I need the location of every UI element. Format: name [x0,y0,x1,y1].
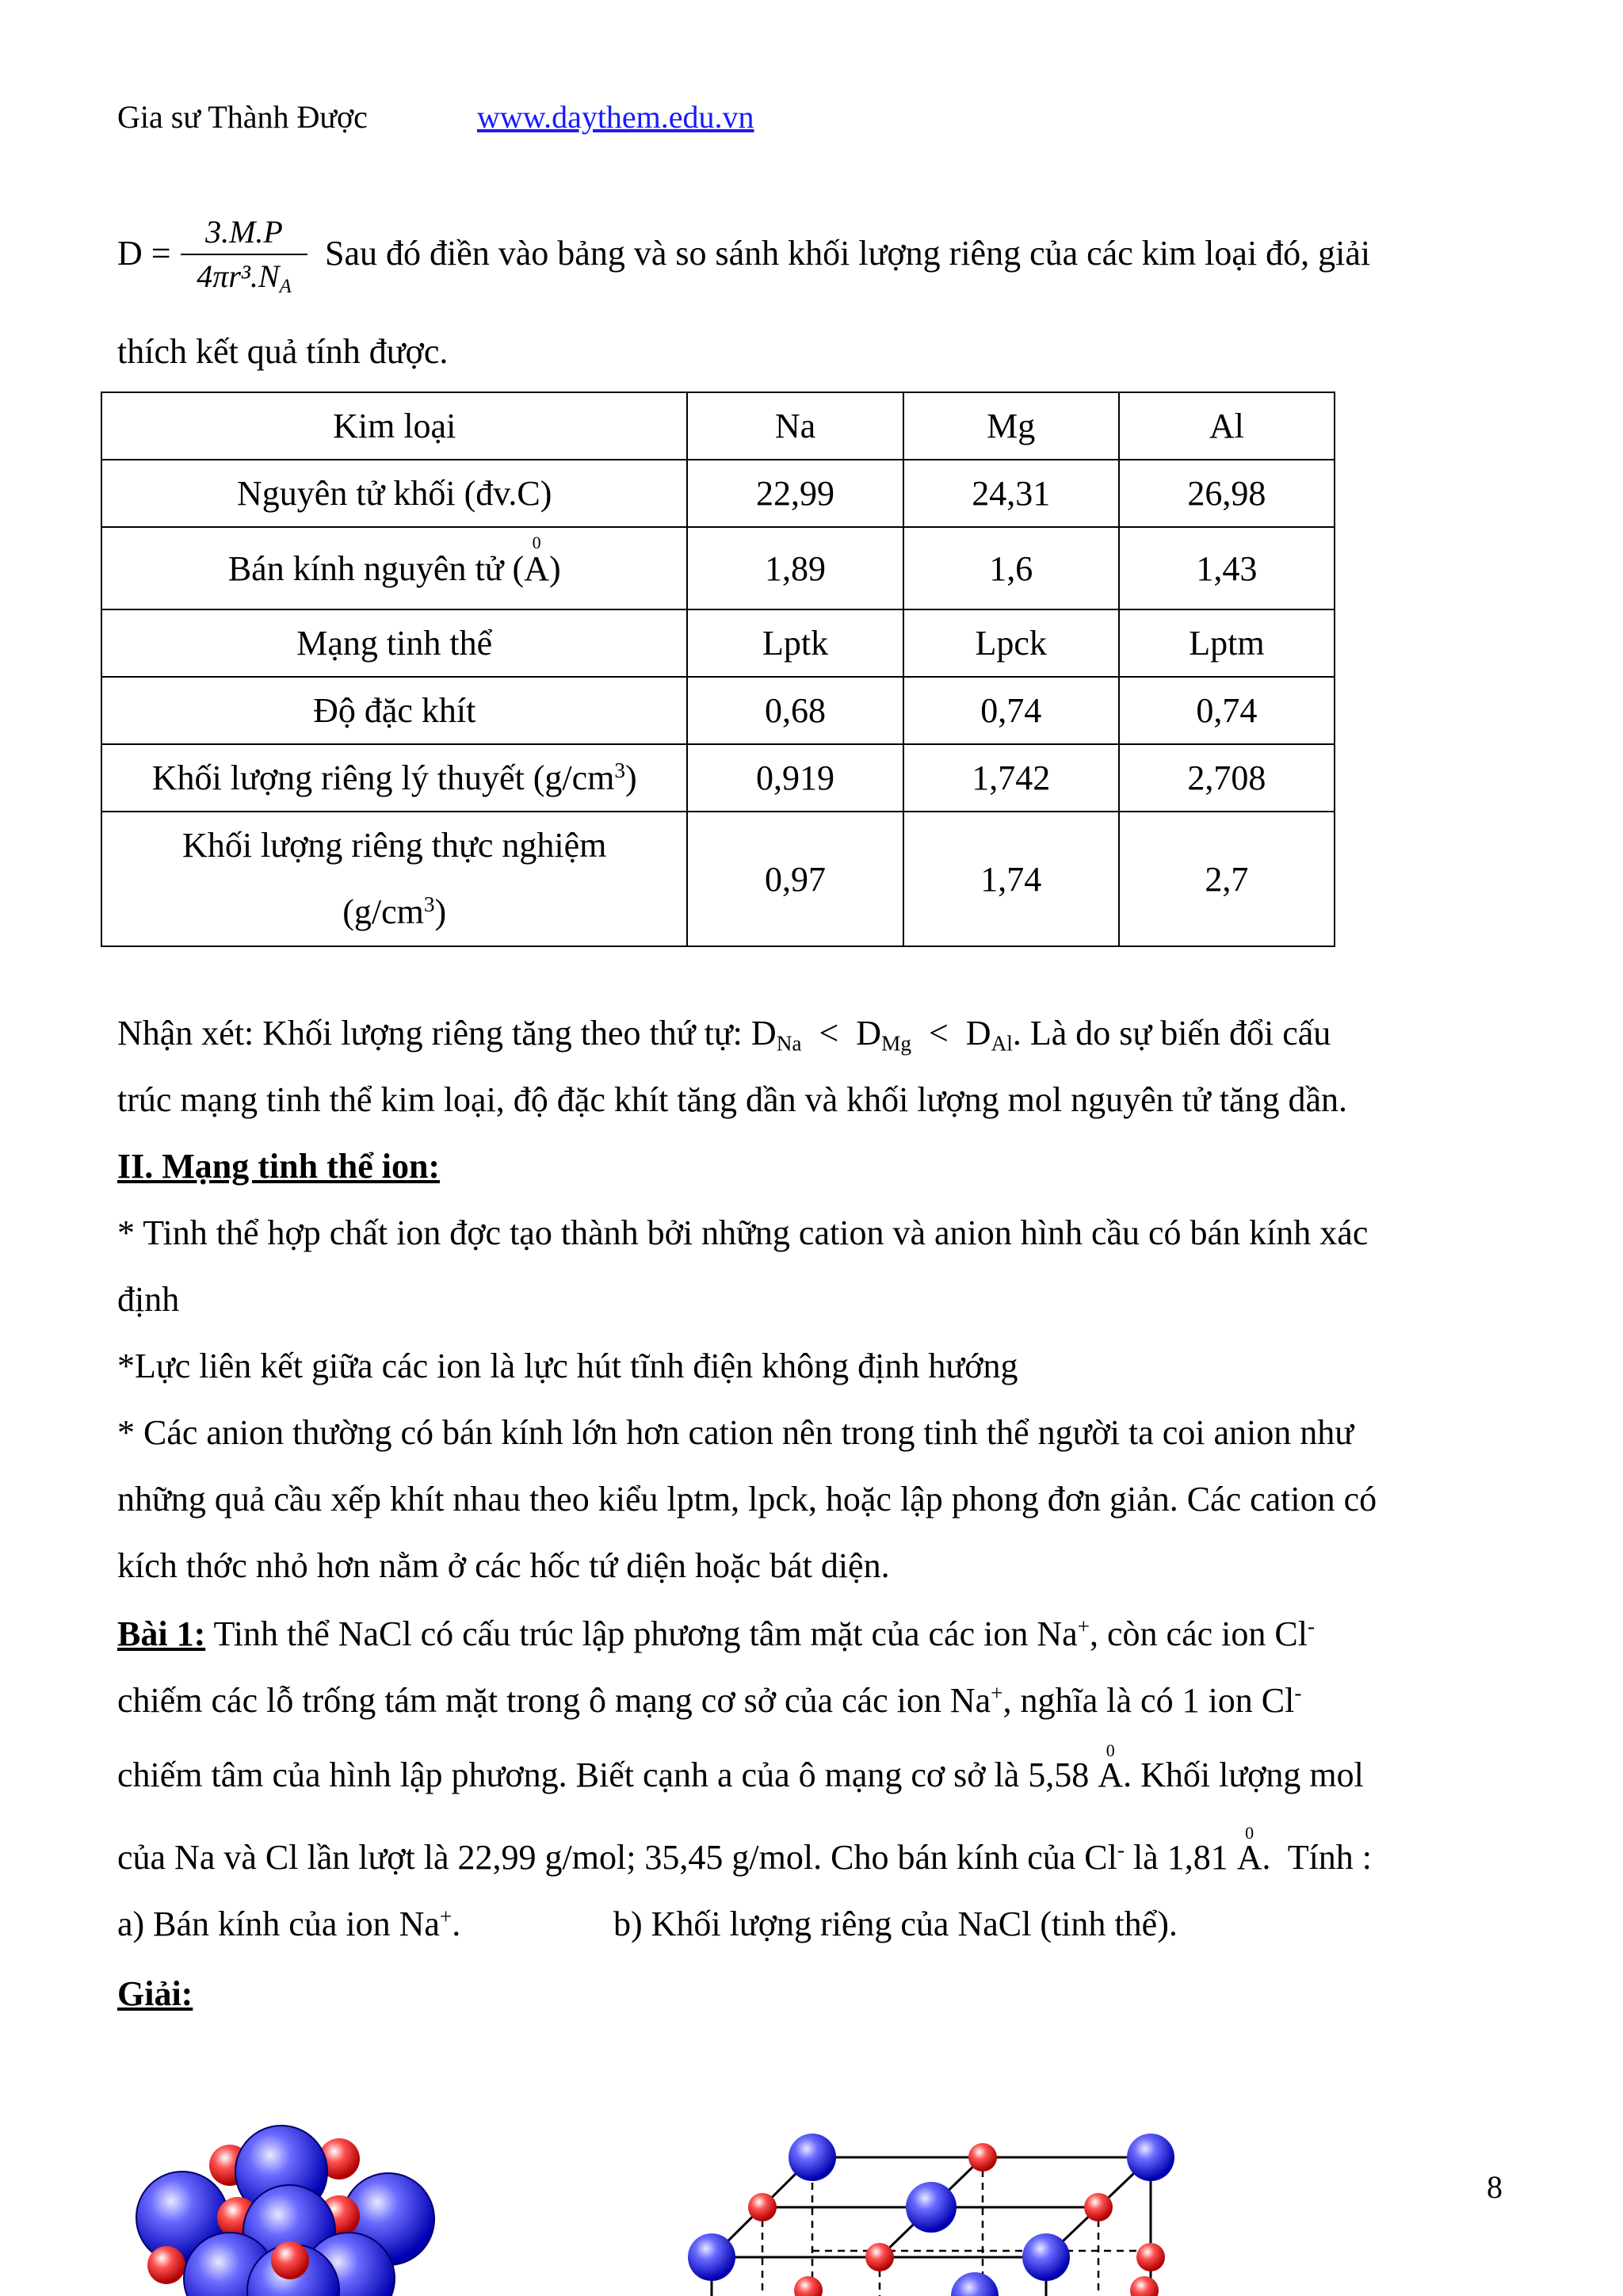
row-label: Khối lượng riêng thực nghiệm $(g/cm^3)$ [101,812,687,946]
exercise-line3: chiếm tâm của hình lập phương. Biết cạnh a của ô mạng cơ sở là 5,58 0 A. Khối lượng mol [117,1740,1364,1794]
cation-sphere [1136,2243,1165,2271]
formula-numerator: 3.M.P [205,214,283,250]
formula-lhs: D = [117,234,171,273]
table-cell: Lptk [687,609,903,677]
table-row [101,527,1335,609]
cation-sphere [748,2193,777,2222]
exercise-line4: của Na và Cl lần lượt là 22,99 g/mol; 35,45 g/mol. Cho bán kính của Cl- là 1,81 0 A. Tính : [117,1823,1373,1877]
anion-sphere [906,2182,957,2233]
row-label: Bán kính nguyên tử ( 0 A) [101,527,687,609]
exercise-line2: chiếm các lỗ trống tám mặt trong ô mạng cơ sở của các ion Na+, nghĩa là có 1 ion Cl- [117,1681,1302,1720]
table-row [101,609,1335,677]
table-cell: 1,74 [903,812,1119,946]
table-row [101,460,1335,527]
table-cell: 1,742 [903,744,1119,812]
row-label: Nguyên tử khối (đv.C) [101,460,687,527]
cation-sphere [1130,2276,1159,2296]
table-cell: 22,99 [687,460,903,527]
cation-sphere [865,2243,894,2271]
table-cell: 1,6 [903,527,1119,609]
anion-sphere [688,2233,735,2281]
table-cell: 1,89 [687,527,903,609]
header-author: Gia sư Thành Được [117,99,368,135]
table-header-cell: Al [1119,392,1335,460]
table-header-row [101,392,1335,460]
cation-sphere [968,2143,997,2172]
table-cell: 0,68 [687,677,903,744]
row-label: Mạng tinh thể [101,609,687,677]
solution-heading: Giải: [117,1974,193,2013]
table-cell: 1,43 [1119,527,1335,609]
table-row [101,677,1335,744]
anion-sphere [951,2272,999,2296]
table-cell: Lptm [1119,609,1335,677]
table-row [101,812,1335,946]
anion-sphere [789,2134,836,2181]
table-cell: 24,31 [903,460,1119,527]
cation-sphere [1084,2193,1113,2222]
row-label: Khối lượng riêng lý thuyết $(g/cm^3)$ [101,744,687,812]
anion-sphere [1022,2233,1070,2281]
question-a: a) Bán kính của ion Na+. [117,1904,461,1943]
section-heading: II. Mạng tinh thể ion: [117,1147,441,1186]
remark-line1: Nhận xét: Khối lượng riêng tăng theo thứ tự: $D_{Na} < D_{Mg} < D_{Al}$. Là do sự biến đổi cấu [117,1014,1331,1056]
table-cell: 0,97 [687,812,903,946]
remark-line2: trúc mạng tinh thể kim loại, độ đặc khít tăng dần và khối lượng mol nguyên tử tăng dần. [117,1080,1348,1119]
formula-denominator: $4\pi r^3.N_A$ [197,258,292,297]
anion-sphere [1127,2134,1174,2181]
table-row [101,744,1335,812]
nacl-packing-model-figure [135,2124,452,2296]
page-number: 8 [1487,2169,1503,2205]
angstrom-unit: 0 A [524,532,549,588]
table-cell: 0,919 [687,744,903,812]
formula-text-line2: thích kết quả tính được. [117,332,449,371]
density-formula [181,214,307,295]
table-cell: 2,708 [1119,744,1335,812]
table-cell: Lpck [903,609,1119,677]
paragraph-line: *Lực liên kết giữa các ion là lực hút tĩnh điện không định hướng [117,1347,1018,1385]
table-cell: 0,74 [903,677,1119,744]
angstrom-unit: 0 A [1236,1823,1262,1877]
exercise-title: Bài 1: [117,1614,206,1653]
cation-sphere [794,2276,823,2296]
cation-sphere [271,2241,309,2279]
paragraph-line: * Tinh thể hợp chất ion đợc tạo thành bởi những cation và anion hình cầu có bán kính xác [117,1213,1369,1252]
question-b: b) Khối lượng riêng của NaCl (tinh thể). [613,1904,1178,1943]
cation-sphere [147,2246,185,2284]
paragraph-line: những quả cầu xếp khít nhau theo kiểu lptm, lpck, hoặc lập phong đơn giản. Các cation có [117,1480,1377,1519]
paragraph-line: kích thớc nhỏ hơn nằm ở các hốc tứ diện hoặc bát diện. [117,1546,890,1585]
metal-properties-table [101,392,1335,947]
angstrom-unit: 0 A [1098,1740,1124,1794]
paragraph-line: * Các anion thường có bán kính lớn hơn cation nên trong tinh thể người ta coi anion như [117,1413,1354,1452]
table-header-cell: Na [687,392,903,460]
header-website-link[interactable]: www.daythem.edu.vn [477,99,754,135]
exercise-line1: Bài 1: Tinh thể NaCl có cấu trúc lập phương tâm mặt của các ion Na+, còn các ion Cl- [117,1614,1316,1653]
nacl-unit-cell-figure [674,2124,1228,2296]
row-label: Độ đặc khít [101,677,687,744]
table-cell: 0,74 [1119,677,1335,744]
paragraph-line: định [117,1280,180,1319]
table-cell: 2,7 [1119,812,1335,946]
table-header-cell: Kim loại [101,392,687,460]
fraction-bar [181,254,307,255]
table-cell: 26,98 [1119,460,1335,527]
table-header-cell: Mg [903,392,1119,460]
formula-text-after: Sau đó điền vào bảng và so sánh khối lượng riêng của các kim loại đó, giải [325,234,1371,273]
